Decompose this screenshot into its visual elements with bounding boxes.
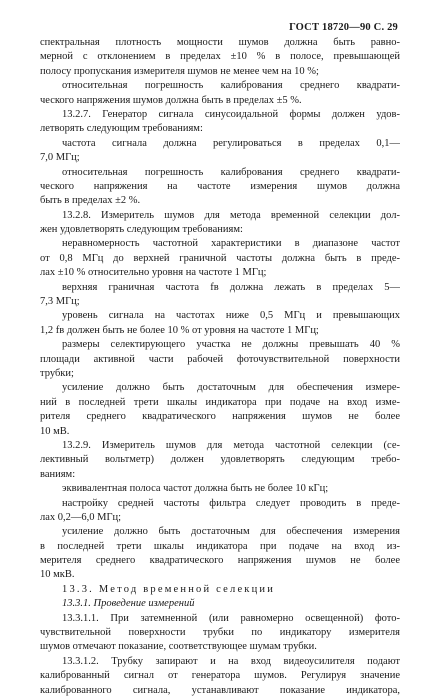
text-line: трубки; — [40, 367, 74, 379]
text-line: лах 0,2—6,0 МГц; — [40, 511, 122, 523]
text-line: рителя среднего квадратического напряжения шумов не более — [40, 411, 400, 423]
text-line: калиброванный сигнал от генератора шумов. Регулируя значение — [40, 670, 400, 682]
text-line: чувствительной поверхности трубки по индикатору измерителя — [40, 627, 400, 639]
text-line: 13.3.1.2. Трубку запирают и на вход видеоусилителя подают — [62, 655, 400, 667]
text-line: площади активной части рабочей фоточувствительной поверхности — [40, 353, 400, 365]
text-line: ческого напряжения шумов должна быть в пределах ±5 %. — [40, 94, 302, 106]
text-line: 1,2 fв должен быть не более 10 % от уровня на частоте 1 МГц; — [40, 324, 319, 336]
text-line: лективный вольтметр) должен удовлетворять следующим требо- — [40, 454, 400, 466]
text-line: усиление должно быть достаточным для обеспечения измерения — [62, 526, 400, 538]
text-line: эквивалентная полоса частот должна быть не более 10 кГц; — [62, 483, 329, 495]
text-line: ний в последней трети шкалы индикатора при подаче на вход изме- — [40, 396, 400, 408]
text-line: быть в пределах ±2 %. — [40, 195, 141, 207]
text-line: ческого напряжения на частоте измерения шумов должна — [40, 180, 400, 192]
text-line: в последней трети шкалы индикатора при подаче на вход из- — [40, 540, 400, 552]
text-line: калиброванного сигнала, устанавливают показание индикатора, — [40, 684, 400, 696]
text-line: 7,0 МГц; — [40, 152, 80, 164]
text-line: 7,3 МГц; — [40, 296, 80, 308]
text-line: от 0,8 МГц до верхней граничной частоты должна быть в преде- — [40, 252, 400, 264]
text-line: лах ±10 % относительно уровня на частоте 1 МГц; — [40, 267, 267, 279]
text-line: усиление должно быть достаточным для обеспечения измере- — [62, 382, 400, 394]
text-line: настройку средней частоты фильтра следует проводить в преде- — [62, 497, 400, 509]
text-line: 13.3.1. Проведение измерений — [62, 598, 195, 610]
text-line: жен удовлетворять следующим требованиям: — [40, 224, 243, 236]
text-line: 13.2.8. Измеритель шумов для метода временной селекции дол- — [62, 209, 400, 221]
text-line: размеры селектирующего участка не должны превышать 40 % — [62, 339, 400, 351]
text-line: относительная погрешность калибрования среднего квадрати- — [62, 80, 400, 92]
page-header: ГОСТ 18720—90 С. 29 — [289, 22, 398, 33]
text-line: ваниям: — [40, 468, 76, 480]
text-line: летворять следующим требованиям: — [40, 123, 203, 135]
text-line: 13.2.9. Измеритель шумов для метода частотной селекции (се- — [62, 439, 400, 451]
text-line: 13.2.7. Генератор сигнала синусоидальной формы должен удов- — [62, 108, 400, 120]
text-line: мерной с отклонением в пределах ±10 % в полосе, превышающей — [40, 51, 400, 63]
text-line: шумов отмечают показание, соответствующее шумам трубки. — [40, 641, 317, 653]
text-line: частота сигнала должна регулироваться в пределах 0,1— — [62, 137, 400, 149]
text-line: полосу пропускания измерителя шумов не менее чем на 10 %; — [40, 65, 319, 77]
text-line: неравномерность частотной характеристики в диапазоне частот — [62, 238, 400, 250]
text-line: верхняя граничная частота fв должна лежать в пределах 5— — [62, 281, 400, 293]
page-body — [40, 36, 400, 698]
text-line: 10 мВ. — [40, 425, 70, 437]
text-line: 13.3.1.1. При затемненной (или равномерно освещенной) фото- — [62, 612, 400, 624]
text-line: уровень сигнала на частотах ниже 0,5 МГц и превышающих — [62, 310, 400, 322]
text-line: мерителя среднего квадратического напряжения шумов не более — [40, 555, 400, 567]
text-line: 13.3. Метод временной селекции — [62, 583, 276, 595]
text-line: 10 мкВ. — [40, 569, 75, 581]
text-line: спектральная плотность мощности шумов должна быть равно- — [40, 37, 400, 48]
text-line: относительная погрешность калибрования среднего квадрати- — [62, 166, 400, 178]
